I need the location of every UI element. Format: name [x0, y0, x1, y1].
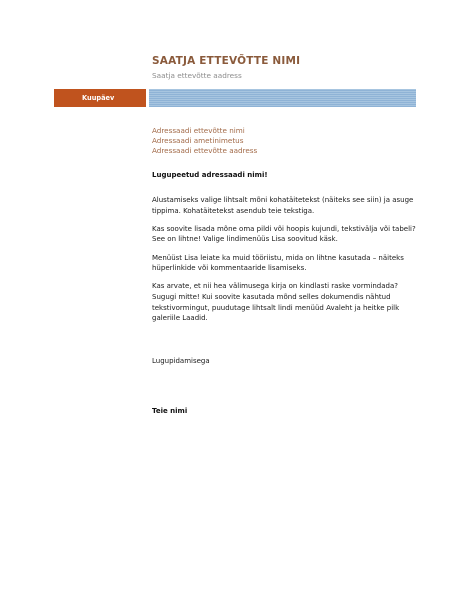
recipient-title[interactable]: Adressaadi ametinimetus — [152, 136, 244, 145]
date-field[interactable]: Kuupäev — [82, 94, 115, 102]
letter-body — [152, 195, 420, 331]
recipient-block — [152, 126, 257, 156]
recipient-company-address[interactable]: Adressaadi ettevõtte aadress — [152, 146, 258, 155]
body-paragraph[interactable]: Kas arvate, et nii hea välimusega kirja on kindlasti raske vormindada? Sugugi mitte! Kui soovite kasutada mõnd selles dokumendis nähtud tekstivormingut, puudutage lihtsalt lindi menüüd Avaleht ja heitke pilk galeriile Laadid. — [152, 282, 400, 323]
sender-company-address[interactable]: Saatja ettevõtte aadress — [152, 71, 242, 80]
recipient-company-name[interactable]: Adressaadi ettevõtte nimi — [152, 126, 245, 135]
closing[interactable]: Lugupidamisega — [152, 357, 210, 365]
body-paragraph[interactable]: Alustamiseks valige lihtsalt mõni kohatäitetekst (näiteks see siin) ja asuge tippima. Kohatäitetekst asendub teie tekstiga. — [152, 196, 414, 215]
salutation[interactable]: Lugupeetud adressaadi nimi! — [152, 171, 268, 179]
body-paragraph[interactable]: Menüüst Lisa leiate ka muid tööriistu, mida on lihtne kasutada – näiteks hüperlinkide või kommentaaride lisamiseks. — [152, 253, 404, 273]
decorative-stripe-bar — [149, 89, 416, 107]
sender-company-name[interactable]: SAATJA ETTEVÕTTE NIMI — [152, 55, 301, 67]
signature-name[interactable]: Teie nimi — [152, 407, 188, 415]
body-paragraph[interactable]: Kas soovite lisada mõne oma pildi või hoopis kujundi, tekstivälja või tabeli? See on lihtne! Valige lindimenüüs Lisa soovitud käsk. — [152, 224, 416, 244]
